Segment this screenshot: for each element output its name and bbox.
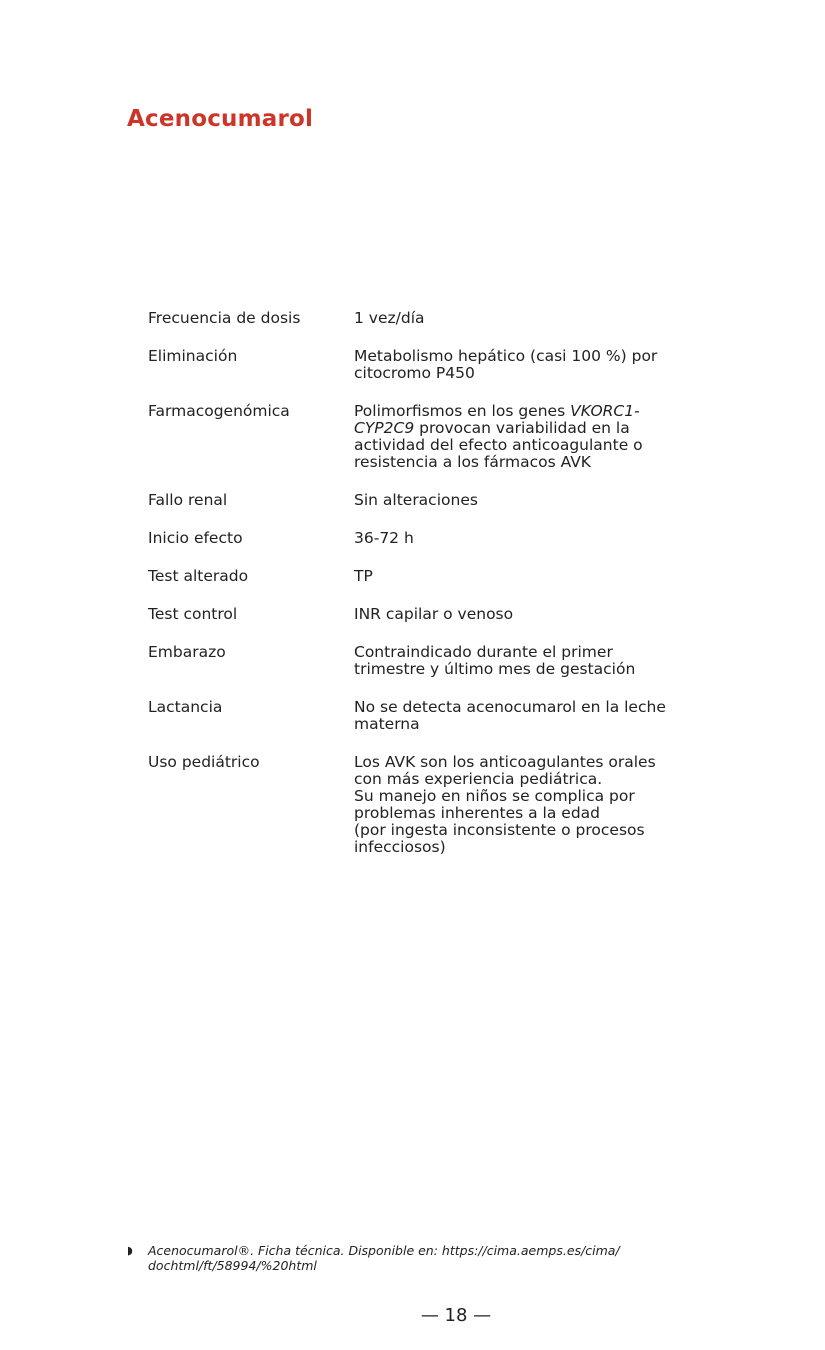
value-line: problemas inherentes a la edad — [354, 804, 601, 822]
reference-text — [148, 1243, 727, 1273]
property-row-dosing-frequency — [148, 310, 708, 327]
property-label: Eliminación — [148, 347, 238, 365]
reference-line: dochtml/ft/58994/%20html — [148, 1258, 317, 1273]
value-line: 1 vez/día — [354, 309, 425, 327]
property-row-pharmacogenomics — [148, 403, 708, 471]
property-value — [354, 568, 694, 585]
gene-name: CYP2C9 — [354, 419, 415, 437]
property-row-elimination — [148, 348, 708, 382]
value-line: Contraindicado durante el primer — [354, 643, 613, 661]
property-value — [354, 530, 694, 547]
value-line: Su manejo en niños se complica por — [354, 787, 635, 805]
value-line: TP — [354, 567, 373, 585]
property-row-onset — [148, 530, 708, 547]
reference-line: Acenocumarol®. Ficha técnica. Disponible en: https://cima.aemps.es/cima/ — [148, 1243, 620, 1258]
property-value — [354, 606, 694, 623]
value-line: Sin alteraciones — [354, 491, 478, 509]
property-label: Fallo renal — [148, 491, 228, 509]
value-text: Polimorfismos en los genes — [354, 402, 571, 420]
value-line: resistencia a los fármacos AVK — [354, 453, 591, 471]
value-line: Metabolismo hepático (casi 100 %) por — [354, 347, 658, 365]
value-line: materna — [354, 715, 420, 733]
property-label: Test alterado — [148, 567, 249, 585]
property-value — [354, 403, 694, 471]
page-title: Acenocumarol — [127, 106, 314, 132]
property-row-pediatric-use — [148, 754, 708, 856]
value-line: citocromo P450 — [354, 364, 475, 382]
property-value — [354, 644, 694, 678]
value-text: provocan variabilidad en la — [414, 419, 630, 437]
property-value — [354, 492, 694, 509]
value-line — [354, 420, 694, 437]
value-line: (por ingesta inconsistente o procesos — [354, 821, 645, 839]
property-value — [354, 699, 694, 733]
property-row-pregnancy — [148, 644, 708, 678]
property-label: Embarazo — [148, 643, 226, 661]
property-label: Test control — [148, 605, 238, 623]
property-row-lactation — [148, 699, 708, 733]
property-value — [354, 754, 694, 856]
value-line: infecciosos) — [354, 838, 446, 856]
property-value — [354, 348, 694, 382]
property-label: Uso pediátrico — [148, 753, 260, 771]
property-row-altered-test — [148, 568, 708, 585]
value-line — [354, 403, 694, 420]
reference-note — [127, 1243, 727, 1273]
value-line: actividad del efecto anticoagulante o — [354, 436, 643, 454]
property-label: Farmacogenómica — [148, 402, 290, 420]
value-line: No se detecta acenocumarol en la leche — [354, 698, 666, 716]
property-label: Lactancia — [148, 698, 223, 716]
property-value — [354, 310, 694, 327]
value-line: trimestre y último mes de gestación — [354, 660, 636, 678]
value-line: 36-72 h — [354, 529, 414, 547]
gene-name: VKORC1- — [570, 402, 640, 420]
value-line: INR capilar o venoso — [354, 605, 514, 623]
property-label: Frecuencia de dosis — [148, 309, 301, 327]
value-line: con más experiencia pediátrica. — [354, 770, 603, 788]
property-row-renal-failure — [148, 492, 708, 509]
bullet-icon: ◗ — [127, 1244, 133, 1257]
value-line: Los AVK son los anticoagulantes orales — [354, 753, 656, 771]
page-number: — 18 — — [420, 1305, 492, 1326]
property-label: Inicio efecto — [148, 529, 243, 547]
property-row-control-test — [148, 606, 708, 623]
drug-properties-table — [148, 310, 708, 877]
